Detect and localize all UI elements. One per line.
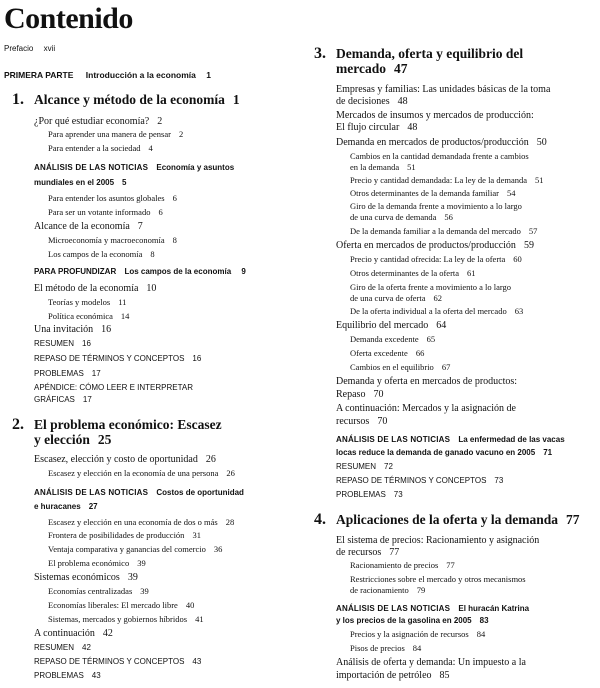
- toc-entry[interactable]: Microeconomía y macroeconomía 8: [48, 235, 177, 245]
- toc-entry[interactable]: RESUMEN 72: [336, 462, 393, 471]
- toc-entry[interactable]: Sistemas, mercados y gobiernos híbridos 41: [48, 614, 204, 624]
- toc-entry[interactable]: A continuación 42: [34, 628, 113, 639]
- toc-entry[interactable]: RESUMEN 42: [34, 643, 91, 652]
- toc-entry[interactable]: Restricciones sobre el mercado y otros mecanismos: [350, 574, 526, 584]
- toc-entry[interactable]: Equilibrio del mercado 64: [336, 320, 447, 331]
- toc-entry[interactable]: Cambios en la cantidad demandada frente a cambios: [350, 151, 529, 161]
- toc-entry[interactable]: Otros determinantes de la oferta 61: [350, 268, 476, 278]
- chapter-2-heading-cont[interactable]: y elección 25: [34, 432, 112, 447]
- news-box-entry[interactable]: ANÁLISIS DE LAS NOTICIAS Costos de oportunidad: [34, 488, 244, 497]
- toc-entry[interactable]: Precio y cantidad ofrecida: La ley de la oferta 60: [350, 254, 522, 264]
- toc-entry[interactable]: De la oferta individual a la oferta del mercado 63: [350, 306, 524, 316]
- toc-entry[interactable]: Una invitación 16: [34, 324, 112, 335]
- toc-entry-cont[interactable]: El flujo circular 48: [336, 122, 418, 133]
- toc-entry[interactable]: Oferta en mercados de productos/producción 59: [336, 240, 534, 251]
- toc-entry[interactable]: Pisos de precios 84: [350, 643, 422, 653]
- toc-entry[interactable]: REPASO DE TÉRMINOS Y CONCEPTOS 43: [34, 657, 202, 666]
- toc-entry[interactable]: Economías centralizadas 39: [48, 586, 149, 596]
- toc-entry[interactable]: REPASO DE TÉRMINOS Y CONCEPTOS 16: [34, 354, 202, 363]
- toc-entry[interactable]: De la demanda familiar a la demanda del mercado 57: [350, 226, 538, 236]
- news-box-entry[interactable]: ANÁLISIS DE LAS NOTICIAS La enfermedad de las vacas: [336, 435, 565, 444]
- toc-entry[interactable]: Teorías y modelos 11: [48, 297, 127, 307]
- news-box-entry[interactable]: ANÁLISIS DE LAS NOTICIAS El huracán Katrina: [336, 604, 530, 613]
- toc-entry[interactable]: Demanda excedente 65: [350, 334, 436, 344]
- toc-entry[interactable]: Demanda y oferta en mercados de productos:: [336, 376, 518, 387]
- toc-entry[interactable]: PROBLEMAS 73: [336, 490, 403, 499]
- chapter-3-heading-cont[interactable]: mercado 47: [336, 61, 408, 76]
- toc-entry[interactable]: Giro de la oferta frente a movimiento a lo largo: [350, 282, 512, 292]
- part-heading[interactable]: PRIMERA PARTE Introducción a la economía 1: [4, 70, 211, 80]
- toc-entry[interactable]: Para entender los asuntos globales 6: [48, 193, 177, 203]
- toc-entry[interactable]: Los campos de la economía 8: [48, 249, 155, 259]
- toc-entry[interactable]: El método de la economía 10: [34, 283, 157, 294]
- toc-entry[interactable]: Cambios en el equilibrio 67: [350, 362, 451, 372]
- news-box-entry-cont[interactable]: mundiales en el 2005 5: [34, 178, 127, 187]
- toc-entry-cont[interactable]: de una curva de oferta 62: [350, 293, 443, 303]
- toc-entry-cont[interactable]: en la demanda 51: [350, 162, 416, 172]
- toc-entry[interactable]: PROBLEMAS 43: [34, 671, 101, 680]
- toc-entry[interactable]: Política económica 14: [48, 311, 130, 321]
- toc-entry[interactable]: Precio y cantidad demandada: La ley de la demanda 51: [350, 175, 544, 185]
- chapter-4-heading[interactable]: 4. Aplicaciones de la oferta y la demanda 77: [314, 511, 580, 528]
- deep-dive-entry[interactable]: PARA PROFUNDIZAR Los campos de la economía 9: [34, 267, 246, 276]
- toc-entry[interactable]: PROBLEMAS 17: [34, 369, 101, 378]
- toc-entry[interactable]: Para ser un votante informado 6: [48, 207, 163, 217]
- toc-entry[interactable]: Escasez, elección y costo de oportunidad 26: [34, 454, 216, 465]
- news-box-entry-cont[interactable]: y los precios de la gasolina en 2005 83: [336, 616, 489, 625]
- toc-entry[interactable]: Frontera de posibilidades de producción 31: [48, 530, 201, 540]
- toc-entry[interactable]: Análisis de oferta y demanda: Un impuesto a la: [336, 657, 526, 668]
- toc-entry[interactable]: Demanda en mercados de productos/producción 50: [336, 137, 547, 148]
- toc-entry-cont[interactable]: de decisiones 48: [336, 96, 408, 107]
- toc-entry-cont[interactable]: de una curva de demanda 56: [350, 212, 453, 222]
- toc-entry[interactable]: El problema económico 39: [48, 558, 146, 568]
- toc-entry[interactable]: Giro de la demanda frente a movimiento a lo largo: [350, 201, 522, 211]
- news-box-entry-cont[interactable]: locas reduce la demanda de ganado vacuno en 2005 71: [336, 448, 553, 457]
- toc-entry[interactable]: Mercados de insumos y mercados de producción:: [336, 110, 534, 121]
- toc-entry[interactable]: Escasez y elección en una economía de dos o más 28: [48, 517, 235, 527]
- toc-entry[interactable]: Ventaja comparativa y ganancias del comercio 36: [48, 544, 223, 554]
- toc-entry-cont[interactable]: recursos 70: [336, 416, 388, 427]
- toc-entry-cont[interactable]: de recursos 77: [336, 547, 400, 558]
- toc-entry[interactable]: ¿Por qué estudiar economía? 2: [34, 116, 163, 127]
- news-box-entry-cont[interactable]: e huracanes 27: [34, 502, 98, 511]
- toc-entry[interactable]: APÉNDICE: CÓMO LEER E INTERPRETAR: [34, 383, 193, 392]
- toc-entry[interactable]: Alcance de la economía 7: [34, 221, 143, 232]
- toc-entry[interactable]: Economías liberales: El mercado libre 40: [48, 600, 195, 610]
- toc-entry[interactable]: Para entender a la sociedad 4: [48, 143, 153, 153]
- toc-entry[interactable]: Otros determinantes de la demanda familiar 54: [350, 188, 516, 198]
- toc-entry-cont[interactable]: de racionamiento 79: [350, 585, 426, 595]
- toc-entry[interactable]: Oferta excedente 66: [350, 348, 425, 358]
- toc-entry-cont[interactable]: Repaso 70: [336, 389, 384, 400]
- chapter-2-heading[interactable]: 2. El problema económico: Escasez: [12, 416, 222, 433]
- toc-entry[interactable]: REPASO DE TÉRMINOS Y CONCEPTOS 73: [336, 476, 504, 485]
- toc-entry[interactable]: RESUMEN 16: [34, 339, 91, 348]
- toc-entry[interactable]: Empresas y familias: Las unidades básicas de la toma: [336, 84, 551, 95]
- toc-entry[interactable]: Sistemas económicos 39: [34, 572, 138, 583]
- toc-entry[interactable]: Precios y la asignación de recursos 84: [350, 629, 486, 639]
- chapter-1-heading[interactable]: 1. Alcance y método de la economía 1: [12, 91, 240, 108]
- toc-entry-cont[interactable]: GRÁFICAS 17: [34, 395, 92, 404]
- news-box-entry[interactable]: ANÁLISIS DE LAS NOTICIAS Economía y asuntos: [34, 163, 235, 172]
- toc-entry[interactable]: Para aprender una manera de pensar 2: [48, 129, 184, 139]
- toc-entry[interactable]: Escasez y elección en la economía de una persona 26: [48, 468, 235, 478]
- preface-entry[interactable]: Prefacio xvii: [4, 44, 56, 53]
- toc-entry[interactable]: Racionamiento de precios 77: [350, 560, 455, 570]
- chapter-3-heading[interactable]: 3. Demanda, oferta y equilibrio del: [314, 45, 524, 62]
- page-title: Contenido: [4, 2, 133, 35]
- toc-entry[interactable]: A continuación: Mercados y la asignación de: [336, 403, 516, 414]
- toc-entry-cont[interactable]: importación de petróleo 85: [336, 670, 450, 681]
- toc-entry[interactable]: El sistema de precios: Racionamiento y asignación: [336, 535, 540, 546]
